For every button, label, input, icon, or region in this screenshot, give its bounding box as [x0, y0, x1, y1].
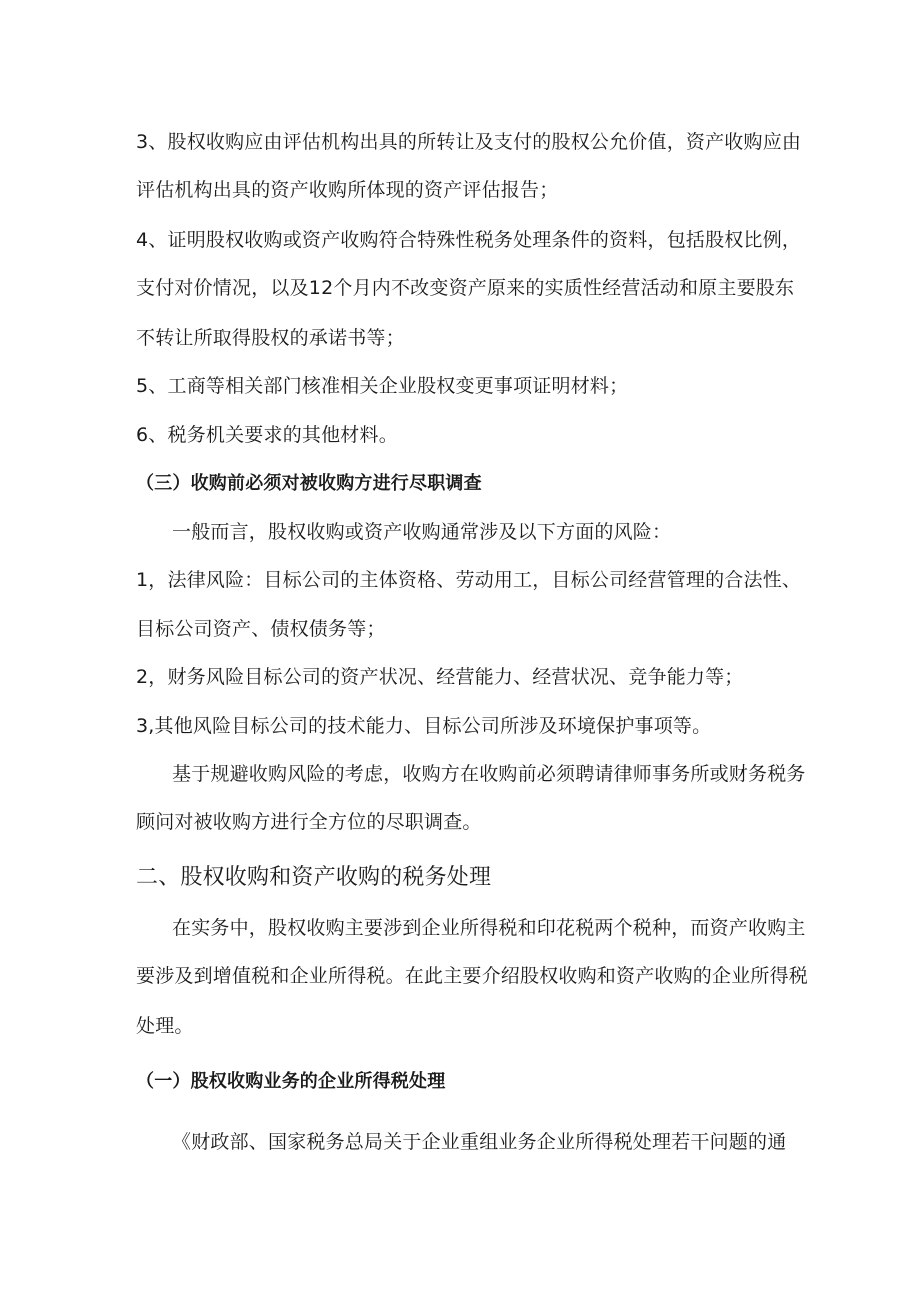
- paragraph-line: 3,其他风险目标公司的技术能力、目标公司所涉及环境保护事项等。: [136, 715, 712, 737]
- paragraph-line: 5、工商等相关部门核准相关企业股权变更事项证明材料；: [136, 375, 629, 397]
- paragraph-line: 目标公司资产、债权债务等；: [136, 618, 386, 640]
- paragraph-line: 2，财务风险目标公司的资产状况、经营能力、经营状况、竞争能力等；: [136, 666, 744, 688]
- paragraph-line: 基于规避收购风险的考虑，收购方在收购前必须聘请律师事务所或财务税务: [172, 763, 806, 785]
- paragraph-line: 在实务中，股权收购主要涉到企业所得税和印花税两个税种，而资产收购主: [172, 917, 806, 939]
- paragraph-line: 要涉及到增值税和企业所得税。在此主要介绍股权收购和资产收购的企业所得税: [136, 965, 809, 987]
- paragraph-line: 6、税务机关要求的其他材料。: [136, 424, 398, 446]
- paragraph-line: 4、证明股权收购或资产收购符合特殊性税务处理条件的资料，包括股权比例，: [136, 229, 802, 251]
- section-heading: （三）收购前必须对被收购方进行尽职调查: [136, 473, 482, 494]
- paragraph-line: 处理。: [136, 1015, 194, 1037]
- paragraph-line: 支付对价情况，以及12个月内不改变资产原来的实质性经营活动和原主要股东: [136, 277, 795, 299]
- section-heading: （一）股权收购业务的企业所得税处理: [136, 1071, 446, 1092]
- paragraph-line: 3、股权收购应由评估机构出具的所转让及支付的股权公允价值，资产收购应由: [136, 131, 802, 153]
- paragraph-line: 《财政部、国家税务总局关于企业重组业务企业所得税处理若干问题的通: [172, 1131, 787, 1153]
- paragraph-line: 1，法律风险：目标公司的主体资格、劳动用工，目标公司经营管理的合法性、: [136, 569, 802, 591]
- paragraph-line: 一般而言，股权收购或资产收购通常涉及以下方面的风险：: [172, 521, 672, 543]
- paragraph-line: 顾问对被收购方进行全方位的尽职调查。: [136, 811, 482, 833]
- paragraph-line: 不转让所取得股权的承诺书等；: [136, 327, 405, 349]
- paragraph-line: 评估机构出具的资产收购所体现的资产评估报告；: [136, 179, 559, 201]
- chapter-heading: 二、股权收购和资产收购的税务处理: [136, 865, 492, 890]
